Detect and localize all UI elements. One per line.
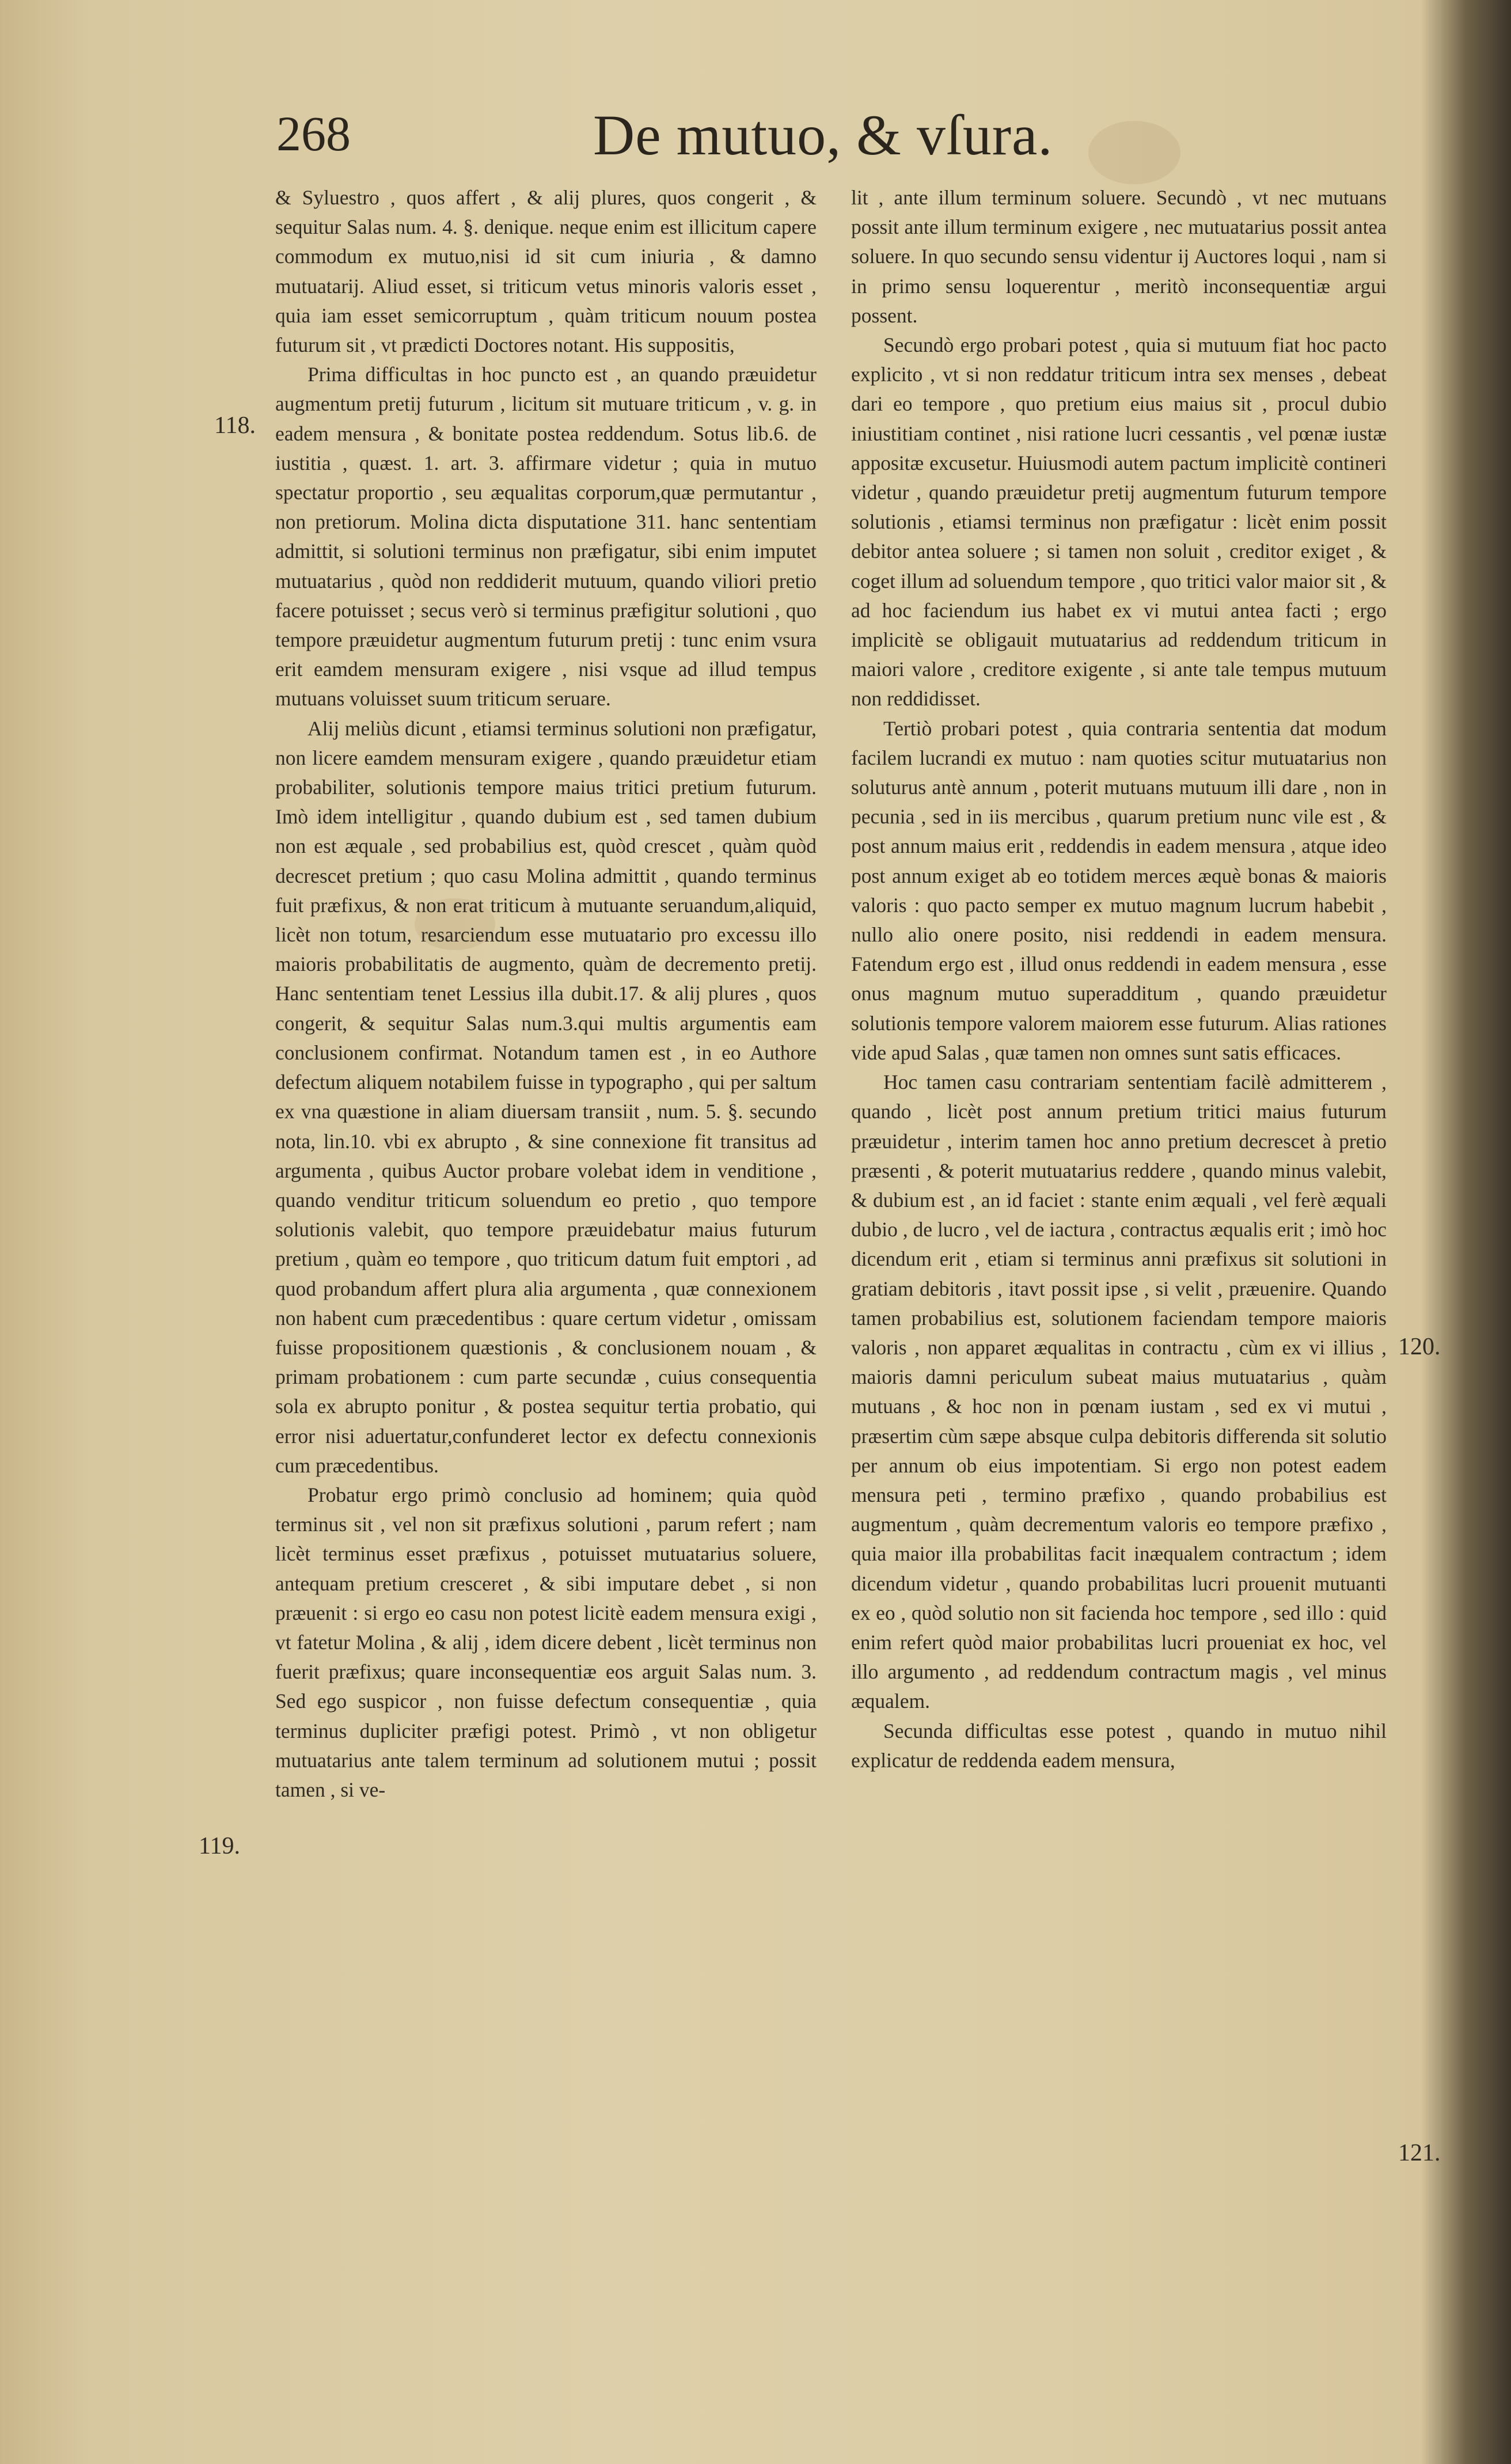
paragraph: Alij meliùs dicunt , etiamsi terminus solutioni non præfigatur, non licere eamdem mensuram exigere , quando præuidetur etiam probabiliter, solutionis tempore maius tritici pretium futurum. Imò idem intelligitur , quando dubium est , sed tamen dubium non est æquale , sed probabilius est, quòd crescet , quàm quòd decrescet pretium ; quo casu Molina admittit , quando terminus fuit præfixus, & non erat triticum à mutuante seruandum,aliquid, licèt non totum, resarciendum esse mutuatario pro excessu illo maioris probabilitatis de augmento, quàm de decremento pretij. Hanc sententiam tenet Lessius illa dubit.17. & alij plures , quos congerit, & sequitur Salas num.3.qui multis argumentis eam conclusionem confirmat. Notandum tamen est , in eo Authore defectum aliquem notabilem fuisse in typographo , qui per saltum ex vna quæstione in aliam diuersam transiit , num. 5. §. secundo nota, lin.10. vbi ex abrupto , & sine connexione fit transitus ad argumenta , quibus Auctor probare volebat idem in venditione , quando venditur triticum soluendum eo pretio , quo tempore solutionis valebit, quo tempore præuidebatur maius futurum pretium , quàm eo tempore , quo triticum datum fuit emptori , ad quod probandum affert plura alia argumenta , quæ connexionem non habent cum præcedentibus : quare certum videtur , omissam fuisse propositionem quæstionis , & conclusionem nouam , & primam probationem : cum parte secundæ , cuius consequentia sola ex abrupto ponitur , & postea sequitur tertia probatio, qui error nisi aduertatur,confunderet lector ex defectu connexionis cum præcedentibus.: [275, 716, 817, 1477]
page-number: 268: [276, 106, 351, 161]
paragraph: Secundò ergo probari potest , quia si mutuum fiat hoc pacto explicito , vt si non reddatur triticum intra sex menses , debeat dari eo tempore , quo pretium eius maius sit , procul dubio iniustitiam continet , nisi ratione lucri cessantis , vel pœnæ iustæ appositæ excusetur. Huiusmodi autem pactum implicitè contineri videtur , quando præuidetur pretij augmentum futurum tempore solutionis , etiamsi terminus non præfigatur : licèt enim possit debitor antea soluere ; si tamen non soluit , creditor exiget , & coget illum ad soluendum tempore , quo tritici valor maior sit , & ad hoc faciendum ius habet ex vi mutui antea facti ; ergo implicitè se obligauit mutuatarius ad reddendum triticum in maiori valore , creditore exigente , si ante tale tempus mutuum non reddidisset.: [851, 333, 1387, 711]
margin-number-121: 121.: [1398, 2140, 1441, 2166]
paragraph: & Syluestro , quos affert , & alij plures, quos congerit , & sequitur Salas num. 4. §. denique. neque enim est illicitum capere commodum ex mutuo,nisi id sit cum iniuria , & damno mutuatarij. Aliud esset, si triticum vetus minoris valoris esset , quia iam esset semicorruptum , quàm triticum nouum postea futurum sit , vt prædicti Doctores notant. His suppositis,: [275, 186, 817, 357]
margin-number-119: 119.: [199, 1833, 240, 1859]
margin-number-118: 118.: [214, 412, 256, 439]
page-header: [271, 103, 1411, 181]
paragraph: lit , ante illum terminum soluere. Secundò , vt nec mutuans possit ante illum terminum exigere , nec mutuatarius possit antea soluere. In quo secundo sensu videntur ij Auctores loqui , nam si in primo sensu loquerentur , meritò inconsequentiæ argui possent.: [851, 186, 1387, 327]
paragraph: Prima difficultas in hoc puncto est , an quando præuidetur augmentum pretij futurum , licitum sit mutuare triticum , v. g. in eadem mensura , & bonitate postea reddendum. Sotus lib.6. de iustitia , quæst. 1. art. 3. affirmare videtur ; quia in mutuo spectatur proportio , seu æqualitas corporum,quæ permutantur , non pretiorum. Molina dicta disputatione 311. hanc sententiam admittit, si solutioni terminus non præfigatur, sibi enim imputet mutuatarius , quòd non reddiderit mutuum, quando viliori pretio facere potuisset ; secus verò si terminus præfigitur solutioni , quo tempore præuidetur augmentum futurum pretij : tunc enim vsura erit eamdem mensuram exigere , nisi vsque ad illud tempus mutuans voluisset suum triticum seruare.: [275, 363, 817, 711]
paragraph: Tertiò probari potest , quia contraria sententia dat modum facilem lucrandi ex mutuo : nam quoties scitur mutuatarius non soluturus antè annum , poterit mutuans mutuum illi dare , non in pecunia , sed in iis mercibus , quarum pretium nunc vile est , & post annum maius erit , reddendis in eadem mensura , atque ideo post annum exiget ab eo totidem merces æquè bonas & maioris valoris : quo pacto semper ex mutuo magnum lucrum habebit , nullo alio onere posito, nisi reddendi in eadem mensura. Fatendum ergo est , illud onus reddendi in eadem mensura , esse onus magnum mutuo superadditum , quando præuidetur solutionis tempore valorem maiorem esse futurum. Alias rationes vide apud Salas , quæ tamen non omnes sunt satis efficaces.: [851, 716, 1387, 1064]
left-text-column: [275, 183, 817, 1805]
paragraph: Probatur ergo primò conclusio ad hominem; quia quòd terminus sit , vel non sit præfixus solutioni , parum refert ; nam licèt terminus esset præfixus , potuisset mutuatarius soluere, antequam pretium cresceret , & sibi imputare debet , si non præuenit : si ergo eo casu non potest licitè eadem mensura exigi , vt fatetur Molina , & alij , idem dicere debent , licèt terminus non fuerit præfixus; quare inconsequentiæ eos arguit Salas num. 3. Sed ego suspicor , non fuisse defectum consequentiæ , quia terminus dupliciter præfigi potest. Primò , vt non obligetur mutuatarius ante talem terminum ad solutionem mutui ; possit tamen , si ve-: [275, 1483, 817, 1801]
paragraph: Hoc tamen casu contrariam sententiam facilè admitterem , quando , licèt post annum pretium tritici maius futurum præuidetur , interim tamen hoc anno pretium decrescet à pretio præsenti , & poterit mutuatarius reddere , quando minus valebit, & dubium est , an id faciet : stante enim æquali , vel ferè æquali dubio , de lucro , vel de iactura , contractus æqualis erit ; imò hoc dicendum erit , etiam si terminus anni præfixus sit solutioni in gratiam debitoris , itavt possit ipse , si velit , præuenire. Quando tamen probabilius est, solutionem faciendam tempore maioris valoris , non apparet æqualitas in contractu , cùm ex vi illius , maioris damni periculum subeat maius mutuatarius , quàm mutuans , & hoc non in pœnam iustam , sed ex vi mutui , præsertim cùm sæpe absque culpa debitoris differenda sit solutio per annum ob eius impotentiam. Si ergo non potest eadem mensura peti , termino præfixo , quando probabilius est augmentum , quàm decrementum valoris eo tempore præfixo , quia maior illa probabilitas facit inæqualem contractum ; idem dicendum videtur , quando probabilitas lucri prouenit mutuanti ex eo , quòd solutio non sit facienda hoc tempore , sed illo : quid enim refert quòd maior probabilitas lucri proueniat ex hoc, vel illo argumento , ad reddendum contractum magis , vel minus æqualem.: [851, 1070, 1387, 1713]
margin-number-120: 120.: [1398, 1334, 1441, 1360]
right-text-column: [851, 183, 1387, 1775]
running-title: De mutuo, & vſura.: [593, 103, 1053, 167]
paragraph: Secunda difficultas esse potest , quando in mutuo nihil explicatur de reddenda eadem mensura,: [851, 1719, 1387, 1772]
